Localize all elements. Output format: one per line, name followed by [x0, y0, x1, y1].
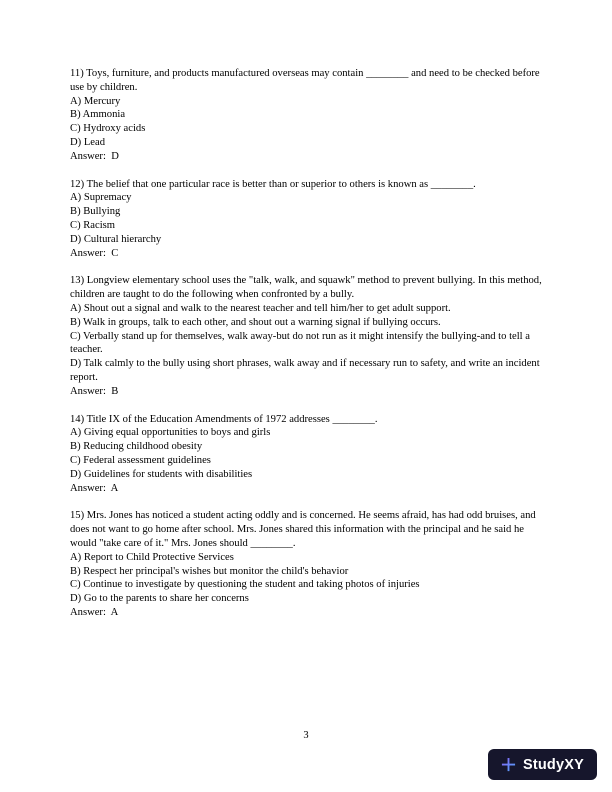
option-c: C) Continue to investigate by questioning the student and taking photos of injuries [70, 579, 420, 591]
option-a: A) Shout out a signal and walk to the nearest teacher and tell him/her to get adult support. [70, 302, 451, 314]
question-block-15 [70, 509, 543, 619]
answer-line: Answer: A [70, 482, 119, 494]
question-text: 14) Title IX of the Education Amendments of 1972 addresses ________. [70, 413, 378, 425]
question-text: 12) The belief that one particular race is better than or superior to others is known as ________. [70, 178, 476, 190]
option-b: B) Respect her principal's wishes but monitor the child's behavior [70, 565, 349, 577]
answer-line: Answer: D [70, 150, 119, 162]
question-block-13 [70, 274, 543, 398]
option-a: A) Report to Child Protective Services [70, 551, 234, 563]
question-text: 11) Toys, furniture, and products manufactured overseas may contain ________ and need to be checked before use by children. [70, 68, 543, 93]
option-b: B) Reducing childhood obesity [70, 441, 203, 453]
option-a: A) Supremacy [70, 192, 132, 204]
option-d: D) Lead [70, 136, 105, 148]
plus-icon [501, 757, 516, 772]
option-b: B) Walk in groups, talk to each other, and shout out a warning signal if bullying occurs. [70, 316, 441, 328]
question-block-12 [70, 178, 543, 261]
option-c: C) Federal assessment guidelines [70, 454, 211, 466]
brand-name-study: Study [522, 756, 565, 773]
option-c: C) Racism [70, 219, 116, 231]
option-b: B) Ammonia [70, 109, 126, 121]
option-c: C) Hydroxy acids [70, 123, 146, 135]
question-list [70, 67, 543, 634]
answer-line: Answer: A [70, 606, 119, 618]
option-a: A) Giving equal opportunities to boys and girls [70, 427, 271, 439]
option-d: D) Go to the parents to share her concerns [70, 593, 249, 605]
studyxy-logo [488, 749, 597, 780]
option-d: D) Talk calmly to the bully using short phrases, walk away and if necessary run to safety, and write an incident report. [70, 358, 543, 383]
option-d: D) Guidelines for students with disabilities [70, 468, 253, 480]
question-text: 15) Mrs. Jones has noticed a student acting oddly and is concerned. He seems afraid, has had odd bruises, and does not want to go home after school. Mrs. Jones shared this information with the principal and he said he would "take care of it." Mrs. Jones should ________. [70, 510, 539, 549]
answer-line: Answer: C [70, 247, 119, 259]
option-c: C) Verbally stand up for themselves, walk away-but do not run as it might intensify the bullying-and to tell a teacher. [70, 330, 533, 356]
option-b: B) Bullying [70, 206, 121, 218]
option-d: D) Cultural hierarchy [70, 233, 162, 245]
question-block-11 [70, 67, 543, 164]
question-block-14 [70, 413, 543, 496]
option-a: A) Mercury [70, 95, 121, 107]
question-text: 13) Longview elementary school uses the "talk, walk, and squawk" method to prevent bullying. In this method, children are taught to do the following when confronted by a bully. [70, 275, 545, 301]
brand-name [523, 757, 584, 773]
page-number: 3 [303, 730, 309, 741]
brand-name-xy: XY [564, 756, 584, 773]
answer-line: Answer: B [70, 385, 119, 397]
